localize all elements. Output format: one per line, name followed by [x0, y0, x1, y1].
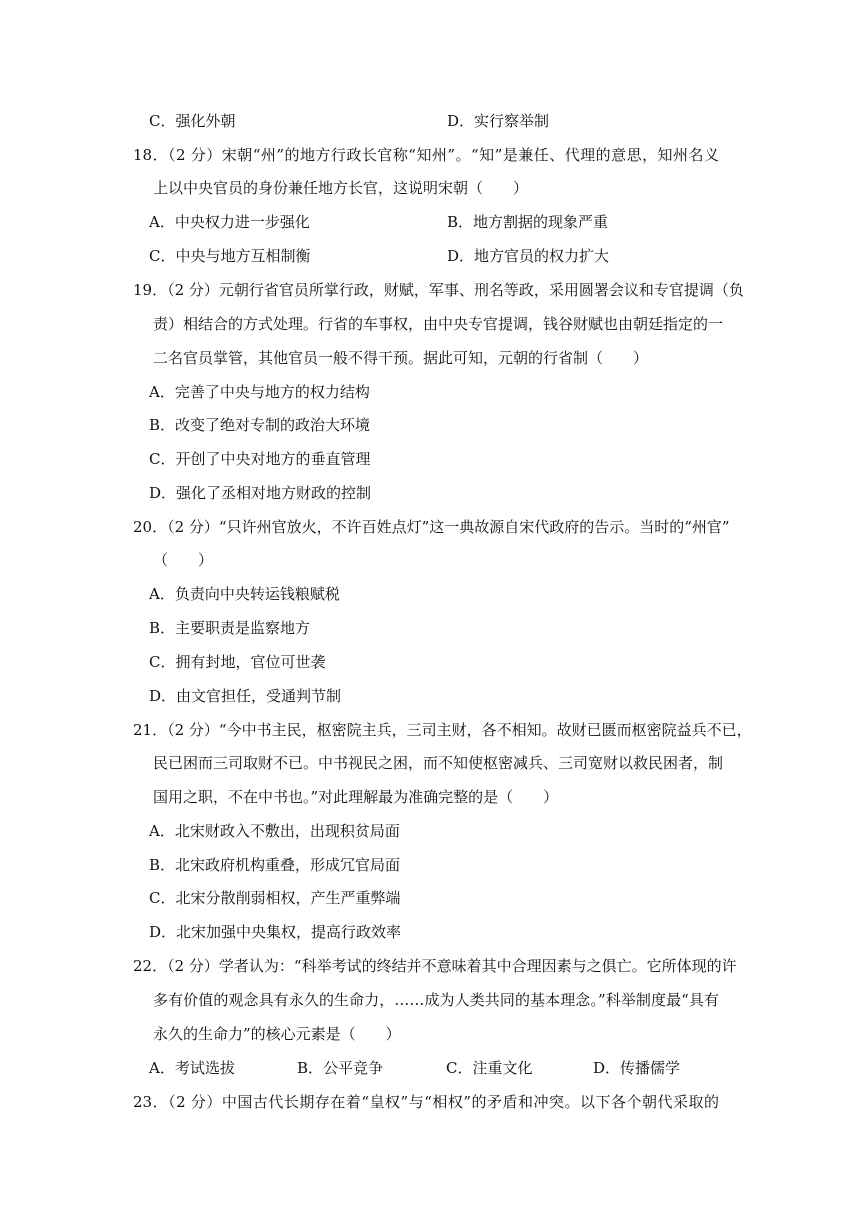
q20-option-a: A．负责向中央转运钱粮赋税: [149, 585, 340, 603]
q20-option-d: D．由文官担任，受通判节制: [149, 687, 342, 705]
q20-option-b: B．主要职责是监察地方: [149, 619, 311, 637]
q20-stem-line-2: （ ）: [153, 551, 214, 569]
q21-option-c: C．北宋分散削弱相权，产生严重弊端: [149, 889, 401, 907]
q21-option-a: A．北宋财政入不敷出，出现积贫局面: [149, 822, 400, 840]
q22-option-d: D．传播儒学: [593, 1059, 681, 1077]
q17-option-c: C．强化外朝: [149, 112, 236, 130]
q19-option-b: B．改变了绝对专制的政治大环境: [149, 416, 371, 434]
q21-option-b: B．北宋政府机构重叠，形成冗官局面: [149, 856, 401, 874]
q21-stem-line-2: 民已困而三司取财不已。中书视民之困，而不知使枢密减兵、三司宽财以救民困者，制: [153, 754, 724, 772]
q19-option-a: A．完善了中央与地方的权力结构: [149, 383, 370, 401]
q21-stem-line-3: 国用之职，不在中书也。”对此理解最为准确完整的是（ ）: [153, 788, 559, 806]
q19-stem-line-1: 19．（2 分）元朝行省官员所掌行政，财赋，军事、刑名等政，采用圆署会议和专官提调（负: [133, 281, 744, 299]
q19-stem-line-3: 二名官员掌管，其他官员一般不得干预。据此可知，元朝的行省制（ ）: [153, 349, 649, 367]
q21-option-d: D．北宋加强中央集权，提高行政效率: [149, 923, 402, 941]
q18-option-b: B．地方割据的现象严重: [447, 213, 609, 231]
q19-stem-line-2: 责）相结合的方式处理。行省的车事权，由中央专官提调，钱谷财赋也由朝廷指定的一: [153, 315, 724, 333]
q18-stem-line-1: 18．（2 分）宋朝“州”的地方行政长官称“知州”。“知”是兼任、代理的意思，知州名义: [133, 146, 719, 164]
q18-option-d: D．地方官员的权力扩大: [447, 247, 610, 265]
q18-option-c: C．中央与地方互相制衡: [149, 247, 311, 265]
q23-stem-line-1: 23．（2 分）中国古代长期存在着“皇权”与“相权”的矛盾和冲突。以下各个朝代采取的: [133, 1093, 719, 1111]
q18-stem-line-2: 上以中央官员的身份兼任地方长官，这说明宋朝（ ）: [153, 179, 529, 197]
q22-stem-line-1: 22．（2 分）学者认为：“科举考试的终结并不意味着其中合理因素与之俱亡。它所体现的许: [133, 957, 737, 975]
q22-stem-line-3: 永久的生命力”的核心元素是（ ）: [153, 1025, 401, 1043]
q20-option-c: C．拥有封地，官位可世袭: [149, 653, 326, 671]
q19-option-d: D．强化了丞相对地方财政的控制: [149, 484, 372, 502]
q20-stem-line-1: 20．（2 分）“只许州官放火，不许百姓点灯”这一典故源自宋代政府的告示。当时的“州官”: [133, 518, 730, 536]
q21-stem-line-1: 21．（2 分）“今中书主民，枢密院主兵，三司主财，各不相知。故财已匮而枢密院益兵不已，: [133, 721, 752, 739]
q22-option-a: A．考试选拔: [149, 1059, 235, 1077]
q22-option-c: C．注重文化: [446, 1059, 533, 1077]
q19-option-c: C．开创了中央对地方的垂直管理: [149, 450, 371, 468]
q17-option-d: D．实行察举制: [447, 112, 550, 130]
q22-stem-line-2: 多有价值的观念具有永久的生命力，……成为人类共同的基本理念。”科举制度最“具有: [153, 991, 719, 1009]
q18-option-a: A．中央权力进一步强化: [149, 213, 310, 231]
q22-option-b: B．公平竞争: [297, 1059, 384, 1077]
